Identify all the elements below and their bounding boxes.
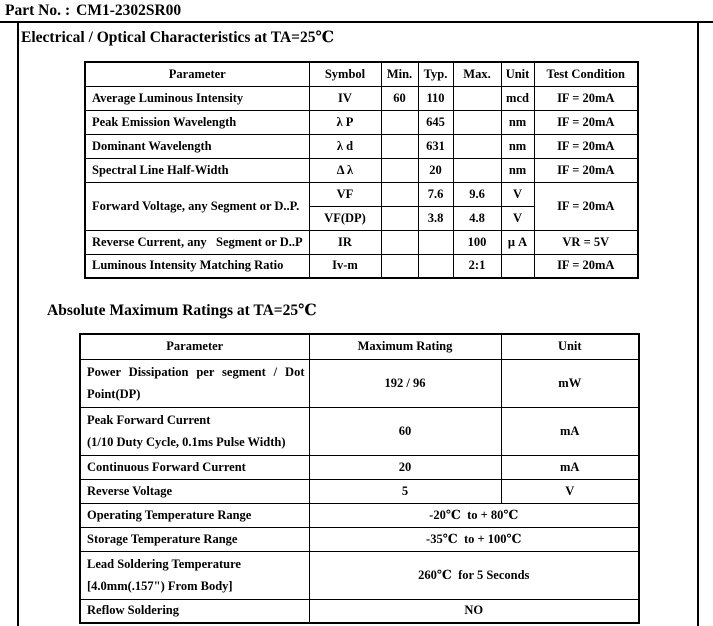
eo-cell-min (381, 110, 418, 134)
electrical-optical-table (84, 61, 639, 279)
eo-cell-max (453, 134, 501, 158)
absolute-maximum-ratings-table (79, 333, 640, 624)
part-number-colon: : (64, 2, 71, 19)
eo-cell-symbol: VF (309, 182, 381, 206)
eo-cell-min: 60 (381, 86, 418, 110)
eo-cell-unit: V (501, 206, 534, 230)
eo-cell-symbol: Δ λ (309, 158, 381, 182)
eo-cell-unit (501, 254, 534, 278)
amr-cell-parameter: Reverse Voltage (80, 479, 309, 503)
amr-row-reflow-soldering (80, 599, 639, 623)
eo-cell-min (381, 254, 418, 278)
amr-cell-parameter (80, 551, 309, 599)
eo-row-reverse-current (85, 230, 638, 254)
amr-row-peak-forward-current (80, 407, 639, 455)
eo-cell-parameter: Forward Voltage, any Segment or D..P. (85, 182, 309, 230)
amr-cell-unit: mA (501, 455, 639, 479)
eo-col-symbol: Symbol (309, 62, 381, 86)
amr-cell-parameter: Reflow Soldering (80, 599, 309, 623)
eo-cell-unit: nm (501, 134, 534, 158)
eo-cell-typ: 645 (418, 110, 453, 134)
amr-col-maximum-rating: Maximum Rating (309, 334, 501, 359)
eo-cell-parameter: Spectral Line Half-Width (85, 158, 309, 182)
amr-parameter-line2: Point(DP) (87, 387, 141, 401)
amr-parameter-line2: (1/10 Duty Cycle, 0.1ms Pulse Width) (87, 435, 286, 449)
eo-cell-unit: nm (501, 158, 534, 182)
absolute-maximum-ratings-title: Absolute Maximum Ratings at TA=25℃ (47, 302, 317, 319)
eo-row-average-luminous-intensity (85, 86, 638, 110)
eo-cell-parameter: Luminous Intensity Matching Ratio (85, 254, 309, 278)
eo-cell-symbol: Iv-m (309, 254, 381, 278)
amr-cell-rating: 5 (309, 479, 501, 503)
electrical-optical-title: Electrical / Optical Characteristics at TA=25℃ (21, 29, 335, 46)
eo-cell-test-condition: IF = 20mA (534, 134, 638, 158)
eo-cell-unit: mcd (501, 86, 534, 110)
eo-col-test-condition: Test Condition (534, 62, 638, 86)
eo-cell-symbol: IR (309, 230, 381, 254)
amr-parameter-line1: Peak Forward Current (87, 413, 211, 427)
eo-col-min: Min. (381, 62, 418, 86)
eo-row-forward-voltage-vf (85, 182, 638, 206)
amr-parameter-line2: [4.0mm(.157") From Body] (87, 579, 233, 593)
amr-cell-parameter: Operating Temperature Range (80, 503, 309, 527)
eo-cell-min (381, 206, 418, 230)
eo-cell-typ: 20 (418, 158, 453, 182)
eo-cell-symbol: IV (309, 86, 381, 110)
eo-cell-max (453, 110, 501, 134)
eo-cell-typ (418, 230, 453, 254)
eo-cell-parameter: Peak Emission Wavelength (85, 110, 309, 134)
amr-row-lead-soldering-temperature (80, 551, 639, 599)
amr-cell-unit: V (501, 479, 639, 503)
amr-col-unit: Unit (501, 334, 639, 359)
eo-cell-symbol: λ d (309, 134, 381, 158)
amr-cell-parameter (80, 359, 309, 407)
eo-cell-symbol: VF(DP) (309, 206, 381, 230)
eo-cell-unit: μ A (501, 230, 534, 254)
eo-row-peak-emission-wavelength (85, 110, 638, 134)
amr-cell-rating: 60 (309, 407, 501, 455)
eo-cell-min (381, 158, 418, 182)
amr-cell-parameter: Continuous Forward Current (80, 455, 309, 479)
part-number-value: CM1-2302SR00 (76, 2, 182, 19)
eo-cell-symbol: λ P (309, 110, 381, 134)
amr-row-continuous-forward-current (80, 455, 639, 479)
eo-cell-min (381, 182, 418, 206)
eo-cell-unit: V (501, 182, 534, 206)
amr-cell-unit: mA (501, 407, 639, 455)
eo-row-spectral-line-half-width (85, 158, 638, 182)
amr-cell-rating-span: 260℃ for 5 Seconds (309, 551, 639, 599)
eo-cell-test-condition: VR = 5V (534, 230, 638, 254)
eo-cell-typ (418, 254, 453, 278)
eo-cell-unit: nm (501, 110, 534, 134)
amr-parameter-line1: Lead Soldering Temperature (87, 557, 241, 571)
amr-row-storage-temperature-range (80, 527, 639, 551)
amr-cell-rating-span: -20℃ to + 80℃ (309, 503, 639, 527)
eo-header-row (85, 62, 638, 86)
amr-parameter-line1: Power Dissipation per segment / Dot (87, 365, 305, 379)
amr-row-operating-temperature-range (80, 503, 639, 527)
eo-cell-max: 4.8 (453, 206, 501, 230)
amr-cell-unit: mW (501, 359, 639, 407)
amr-row-reverse-voltage (80, 479, 639, 503)
eo-row-luminous-intensity-matching-ratio (85, 254, 638, 278)
amr-col-parameter: Parameter (80, 334, 309, 359)
amr-cell-rating: 20 (309, 455, 501, 479)
part-number-line (0, 0, 713, 23)
eo-cell-parameter: Reverse Current, any Segment or D..P (85, 230, 309, 254)
amr-header-row (80, 334, 639, 359)
eo-cell-parameter: Dominant Wavelength (85, 134, 309, 158)
eo-col-max: Max. (453, 62, 501, 86)
eo-cell-typ: 631 (418, 134, 453, 158)
eo-cell-max: 9.6 (453, 182, 501, 206)
eo-cell-max: 100 (453, 230, 501, 254)
eo-cell-max (453, 86, 501, 110)
amr-cell-parameter (80, 407, 309, 455)
eo-cell-test-condition: IF = 20mA (534, 182, 638, 230)
part-number-label: Part No. (5, 2, 61, 19)
amr-cell-rating-span: NO (309, 599, 639, 623)
eo-cell-typ: 7.6 (418, 182, 453, 206)
eo-row-dominant-wavelength (85, 134, 638, 158)
eo-col-parameter: Parameter (85, 62, 309, 86)
eo-col-unit: Unit (501, 62, 534, 86)
eo-cell-parameter: Average Luminous Intensity (85, 86, 309, 110)
amr-cell-rating: 192 / 96 (309, 359, 501, 407)
amr-row-power-dissipation (80, 359, 639, 407)
eo-cell-min (381, 134, 418, 158)
eo-cell-max: 2:1 (453, 254, 501, 278)
eo-cell-typ: 3.8 (418, 206, 453, 230)
eo-cell-typ: 110 (418, 86, 453, 110)
eo-cell-test-condition: IF = 20mA (534, 110, 638, 134)
eo-cell-test-condition: IF = 20mA (534, 158, 638, 182)
amr-cell-rating-span: -35℃ to + 100℃ (309, 527, 639, 551)
eo-cell-min (381, 230, 418, 254)
eo-cell-test-condition: IF = 20mA (534, 254, 638, 278)
eo-cell-max (453, 158, 501, 182)
eo-col-typ: Typ. (418, 62, 453, 86)
eo-cell-test-condition: IF = 20mA (534, 86, 638, 110)
amr-cell-parameter: Storage Temperature Range (80, 527, 309, 551)
document-frame (17, 23, 699, 626)
